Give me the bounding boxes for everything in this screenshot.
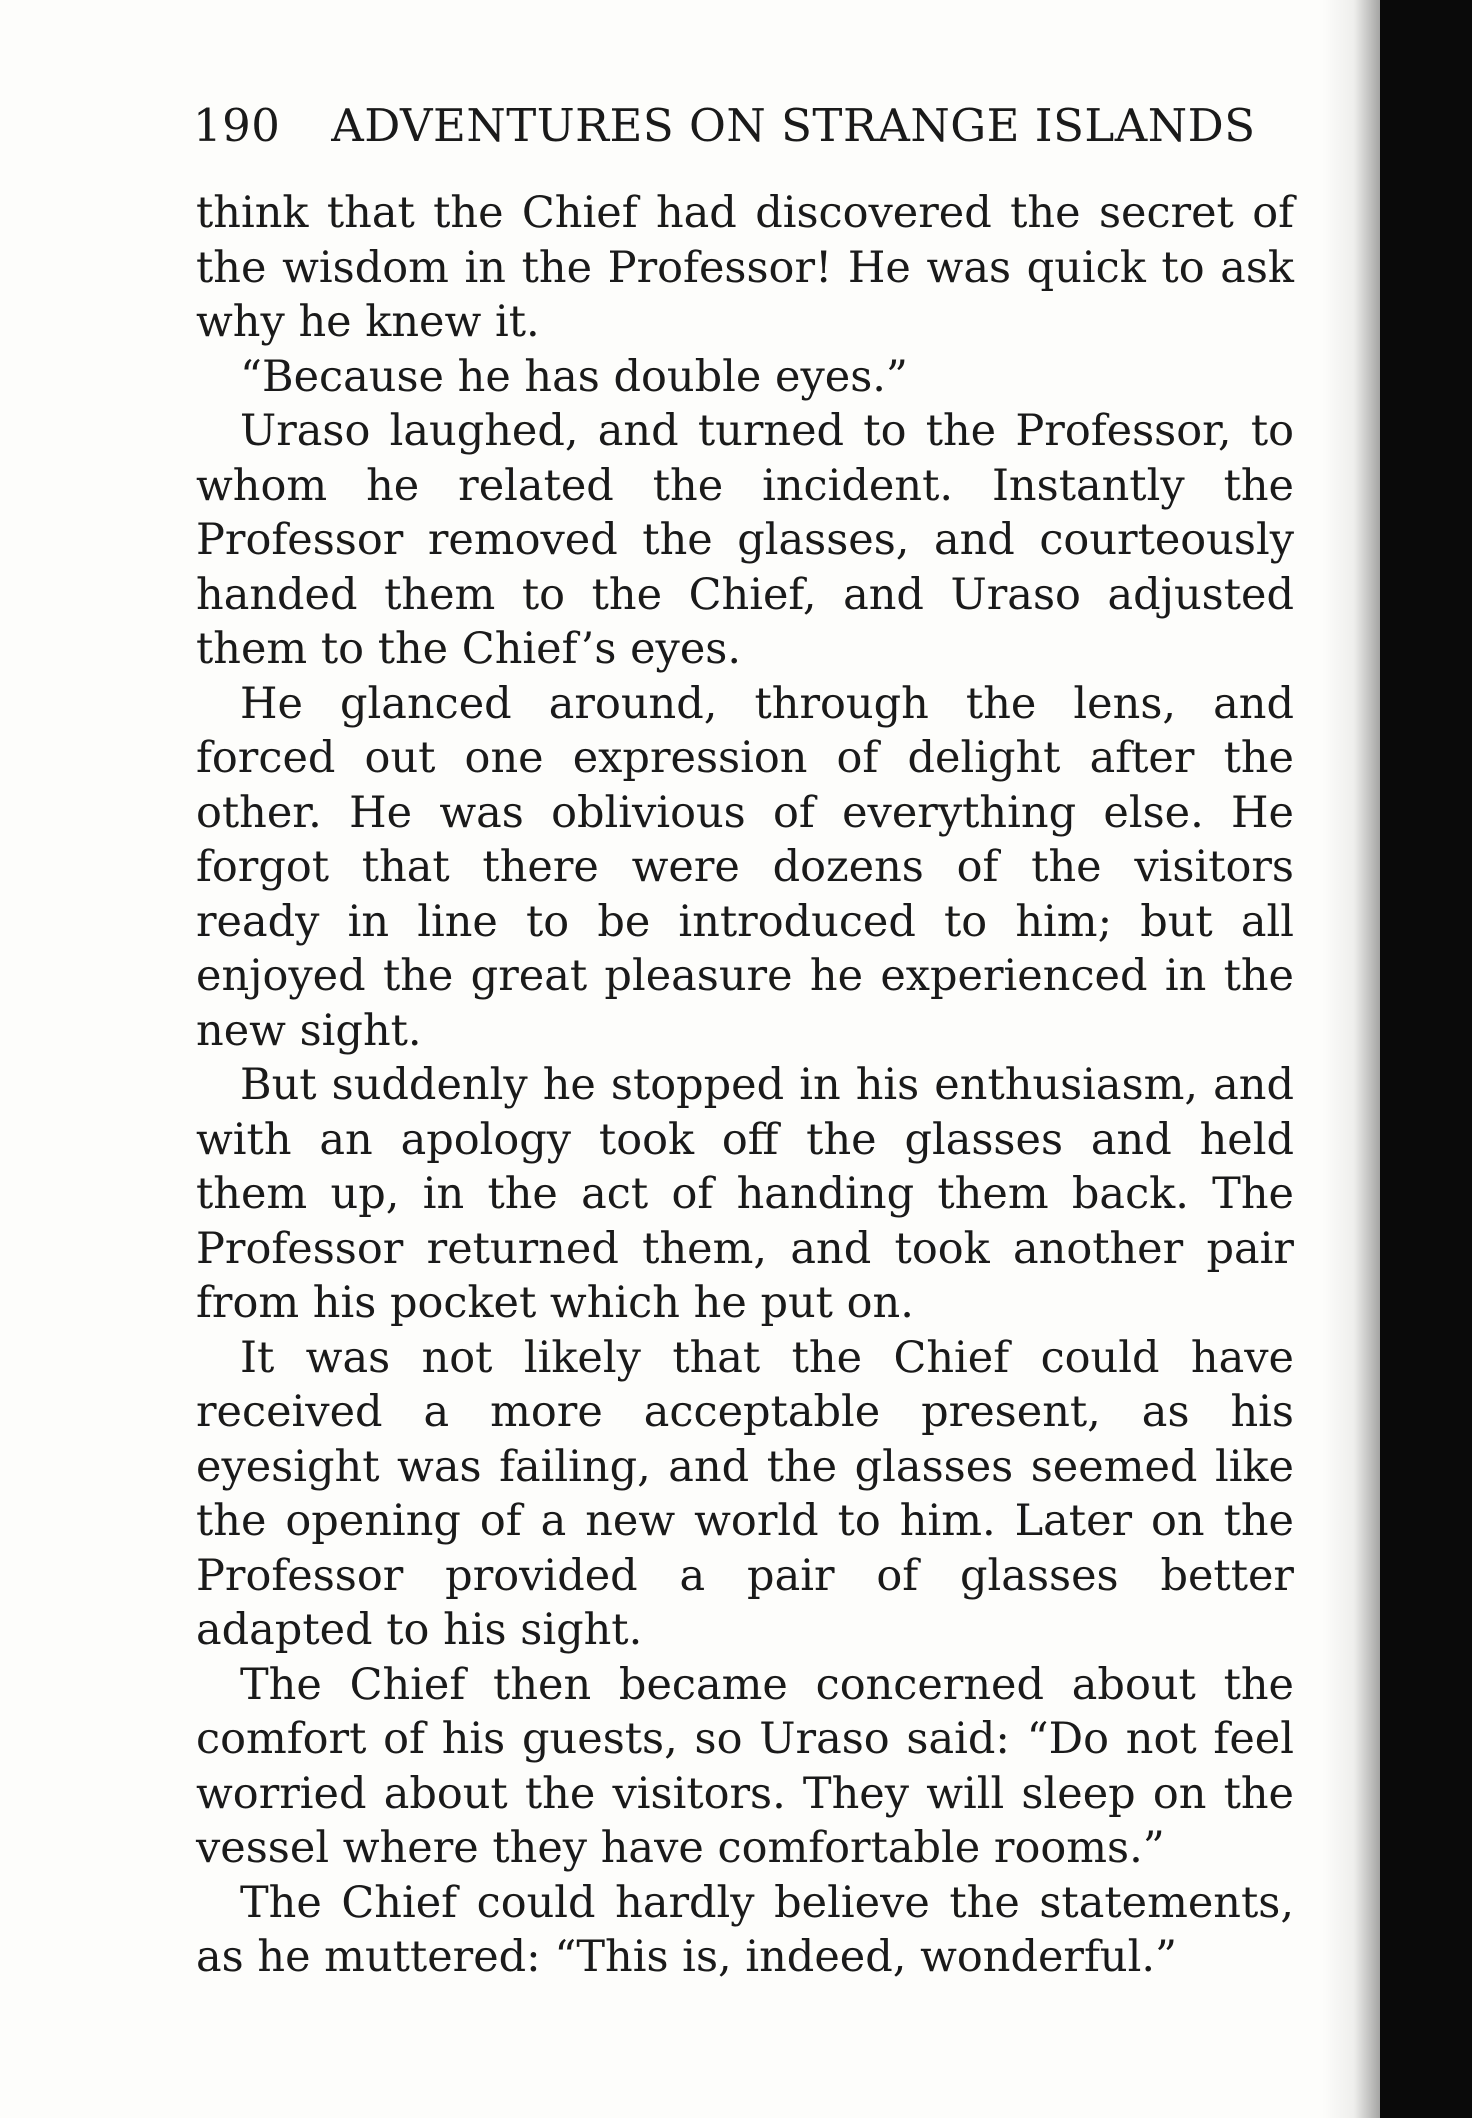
body-text [196,186,1294,1985]
page-number: 190 [193,99,281,152]
paragraph: Uraso laughed, and turned to the Professor, to whom he related the incident. Instantly the Professor removed the glasses, and courteously handed them to the Chief, and Uraso adjusted them to the Chief’s eyes. [196,406,1294,674]
paragraph: It was not likely that the Chief could have received a more acceptable present, as his eyesight was failing, and the glasses seemed like the opening of a new world to him. Later on the Professor provided a pair of glasses better adapted to his sight. [196,1332,1294,1655]
paragraph: He glanced around, through the lens, and forced out one expression of delight after the other. He was oblivious of everything else. He forgot that there were dozens of the visitors ready in line to be introduced to him; but all enjoyed the great pleasure he experienced in the new sight. [196,678,1294,1056]
paragraph: But suddenly he stopped in his enthusiasm, and with an apology took off the glasses and held them up, in the act of handing them back. The Professor returned them, and took another pair from his pocket which he put on. [196,1060,1294,1328]
running-title: ADVENTURES ON STRANGE ISLANDS [331,99,1256,152]
page-edge-shadow [1322,0,1380,2118]
scan-black-border [1380,0,1472,2118]
paragraph: The Chief then became concerned about the comfort of his guests, so Uraso said: “Do not feel worried about the visitors. They will sleep on the vessel where they have comfortable rooms.” [196,1659,1294,1873]
paragraph: think that the Chief had discovered the secret of the wisdom in the Professor! He was quick to ask why he knew it. [196,188,1294,347]
running-header [193,96,1293,156]
paragraph: The Chief could hardly believe the statements, as he muttered: “This is, indeed, wonderful.” [196,1877,1294,1982]
paragraph: “Because he has double eyes.” [240,351,908,402]
